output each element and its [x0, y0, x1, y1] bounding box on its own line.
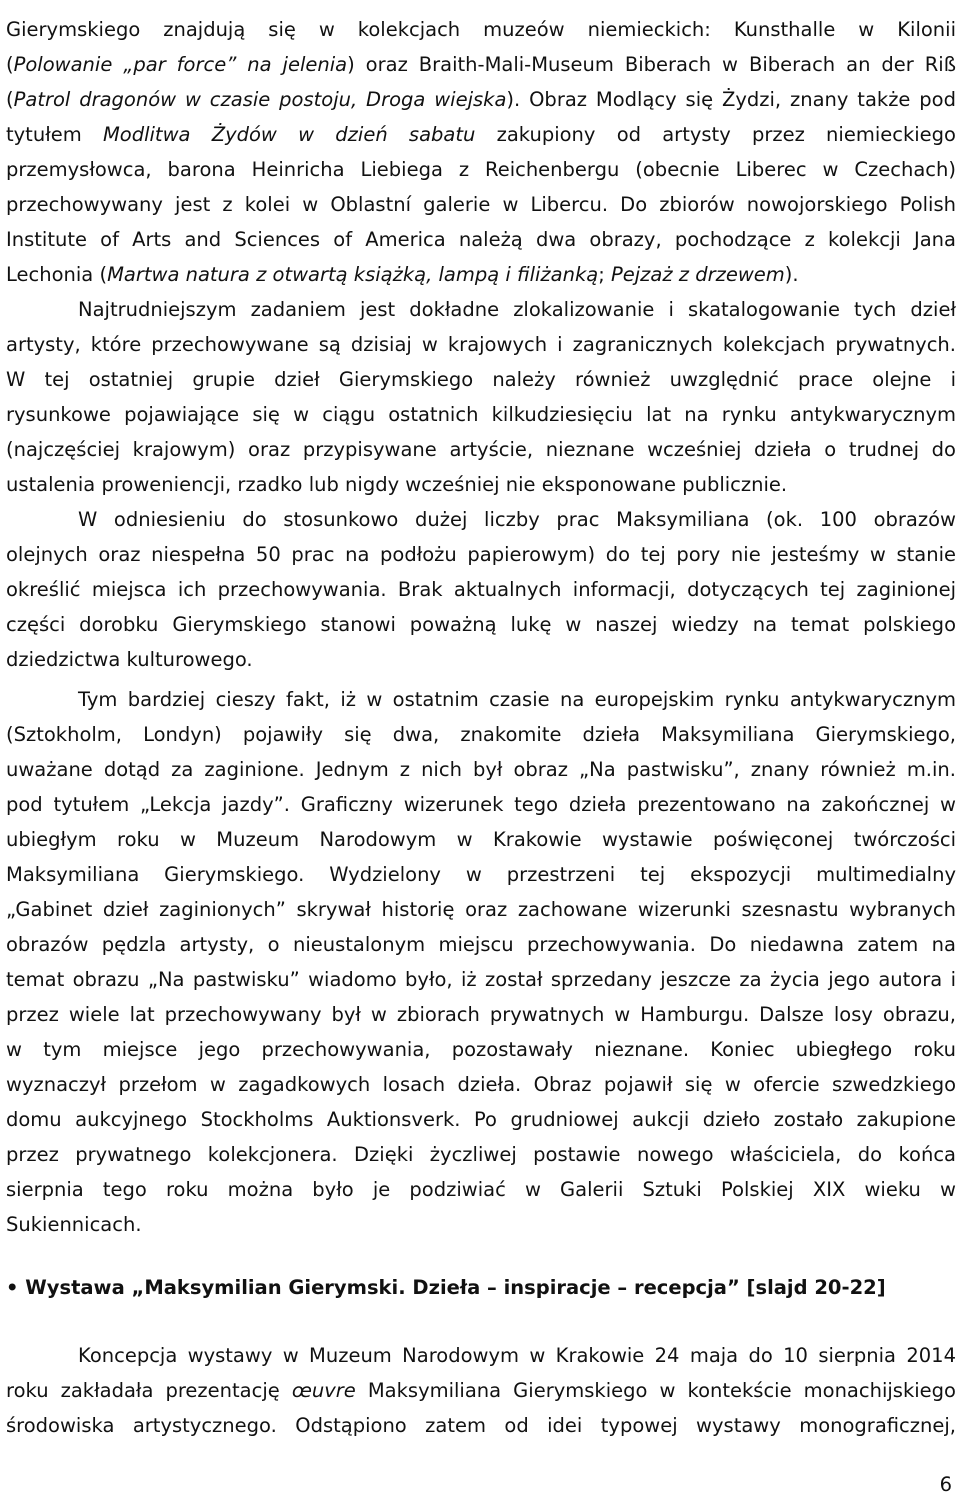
- text-line: [6, 117, 956, 152]
- text-line: [6, 1207, 956, 1242]
- text-span: ) oraz Braith-Mali-Museum Biberach w Biberach an der Riß: [347, 53, 956, 76]
- text-line: [6, 857, 956, 892]
- text-span: części dorobku Gierymskiego stanowi poważną lukę w naszej wiedzy na temat polskiego: [6, 613, 956, 636]
- text-line: [6, 1032, 956, 1067]
- text-span: sierpnia tego roku można było je podziwiać w Galerii Sztuki Polskiej XIX wieku w: [6, 1178, 956, 1201]
- text-line: [6, 432, 956, 467]
- text-span: Institute of Arts and Sciences of America należą dwa obrazy, pochodzące z kolekcji Jana: [6, 228, 956, 251]
- text-span: środowiska artystycznego. Odstąpiono zatem od idei typowej wystawy monograficznej,: [6, 1414, 956, 1437]
- italic-title-span: Martwa natura z otwartą książką, lampą i filiżanką: [107, 263, 599, 286]
- text-span: ;: [598, 263, 611, 286]
- text-line: [6, 787, 956, 822]
- text-span: W tej ostatniej grupie dzieł Gierymskiego należy również uwzględnić prace olejne i: [6, 368, 956, 391]
- text-line: [6, 752, 956, 787]
- text-line: [6, 537, 956, 572]
- text-span: przez prywatnego kolekcjonera. Dzięki życzliwej postawie nowego właściciela, do końca: [6, 1143, 956, 1166]
- text-span: roku zakładała prezentację: [6, 1379, 292, 1402]
- text-span: obrazów pędzla artysty, o nieustalonym miejscu przechowywania. Do niedawna zatem na: [6, 933, 956, 956]
- text-span: (najczęściej krajowym) oraz przypisywane artyście, nieznane wcześniej dzieła o trudnej do: [6, 438, 956, 461]
- text-span: zakupiony od artysty przez niemieckiego: [475, 123, 956, 146]
- text-line: [6, 12, 956, 47]
- italic-title-span: œuvre: [291, 1379, 356, 1402]
- text-line: [6, 82, 956, 117]
- text-line: [6, 1408, 956, 1443]
- text-line: [6, 1067, 956, 1102]
- text-span: W odniesieniu do stosunkowo dużej liczby prac Maksymiliana (ok. 100 obrazów: [78, 508, 956, 531]
- text-span: uważane dotąd za zaginione. Jednym z nich był obraz „Na pastwisku”, znany również m.in.: [6, 758, 956, 781]
- text-span: Gierymskiego znajdują się w kolekcjach muzeów niemieckich: Kunsthalle w Kilonii: [6, 18, 956, 41]
- text-line: [6, 1172, 956, 1207]
- text-span: Najtrudniejszym zadaniem jest dokładne zlokalizowanie i skatalogowanie tych dzieł: [78, 298, 956, 321]
- text-span: Koncepcja wystawy w Muzeum Narodowym w Krakowie 24 maja do 10 sierpnia 2014: [78, 1344, 956, 1367]
- italic-title-span: Polowanie „par force” na jelenia: [13, 53, 348, 76]
- text-line: [6, 1137, 956, 1172]
- text-span: pod tytułem „Lekcja jazdy”. Graficzny wizerunek tego dzieła prezentowano na zakończnej w: [6, 793, 956, 816]
- text-span: przechowywany jest z kolei w Oblastní galerie w Libercu. Do zbiorów nowojorskiego Polish: [6, 193, 956, 216]
- text-line: [6, 397, 956, 432]
- text-line: [6, 892, 956, 927]
- text-span: określić miejsca ich przechowywania. Brak aktualnych informacji, dotyczących tej zaginionej: [6, 578, 956, 601]
- text-span: • Wystawa „Maksymilian Gierymski. Dzieła – inspiracje – recepcja” [slajd 20-22]: [6, 1276, 886, 1299]
- text-span: ustalenia proweniencji, rzadko lub nigdy wcześniej nie eksponowane publicznie.: [6, 473, 788, 496]
- text-span: (: [6, 88, 14, 111]
- text-span: Maksymiliana Gierymskiego. Wydzielony w przestrzeni tej ekspozycji multimedialny: [6, 863, 956, 886]
- text-span: ).: [784, 263, 799, 286]
- text-span: wyznaczył przełom w zagadkowych losach dzieła. Obraz pojawił się w ofercie szwedzkiego: [6, 1073, 956, 1096]
- text-line: [6, 717, 956, 752]
- text-line: [78, 502, 956, 537]
- text-span: domu aukcyjnego Stockholms Auktionsverk. Po grudniowej aukcji dzieło zostało zakupione: [6, 1108, 956, 1131]
- text-line: [6, 222, 956, 257]
- text-span: olejnych oraz niespełna 50 prac na podłożu papierowym) do tej pory nie jesteśmy w stanie: [6, 543, 956, 566]
- text-span: w tym miejsce jego przechowywania, pozostawały nieznane. Koniec ubiegłego roku: [6, 1038, 956, 1061]
- text-span: (Sztokholm, Londyn) pojawiły się dwa, znakomite dzieła Maksymiliana Gierymskiego,: [6, 723, 956, 746]
- text-line: [6, 642, 956, 677]
- text-line: [6, 327, 956, 362]
- text-span: tytułem: [6, 123, 103, 146]
- text-span: Maksymiliana Gierymskiego w kontekście monachijskiego: [355, 1379, 956, 1402]
- text-line: [6, 1373, 956, 1408]
- text-line: [6, 927, 956, 962]
- text-line: [6, 47, 956, 82]
- text-line: [6, 152, 956, 187]
- text-span: rysunkowe pojawiające się w ciągu ostatnich kilkudziesięciu lat na rynku antykwarycznym: [6, 403, 956, 426]
- text-span: (: [6, 53, 14, 76]
- text-line: [78, 682, 956, 717]
- text-line: [6, 362, 956, 397]
- text-span: Sukiennicach.: [6, 1213, 142, 1236]
- text-span: artysty, które przechowywane są dzisiaj w krajowych i zagranicznych kolekcjach prywatnych.: [6, 333, 956, 356]
- text-line: [6, 467, 956, 502]
- text-line: [6, 997, 956, 1032]
- italic-title-span: Patrol dragonów w czasie postoju, Droga wiejska: [13, 88, 507, 111]
- italic-title-span: Pejzaż z drzewem: [611, 263, 785, 286]
- text-line: [6, 822, 956, 857]
- text-span: ubiegłym roku w Muzeum Narodowym w Krakowie wystawie poświęconej twórczości: [6, 828, 956, 851]
- text-line: [6, 1102, 956, 1137]
- text-span: przemysłowca, barona Heinricha Liebiega z Reichenbergu (obecnie Liberec w Czechach): [6, 158, 956, 181]
- text-span: Lechonia (: [6, 263, 108, 286]
- text-line: [6, 607, 956, 642]
- page-number: 6: [939, 1473, 952, 1496]
- text-line: [6, 962, 956, 997]
- text-line: [78, 292, 956, 327]
- text-line: [6, 187, 956, 222]
- text-span: przez wiele lat przechowywany był w zbiorach prywatnych w Hamburgu. Dalsze losy obrazu,: [6, 1003, 956, 1026]
- text-span: ). Obraz Modlący się Żydzi, znany także pod: [506, 88, 956, 111]
- text-span: „Gabinet dzieł zaginionych” skrywał historię oraz zachowane wizerunki szesnastu wybranych: [6, 898, 956, 921]
- text-line: [6, 257, 956, 292]
- text-line: [6, 572, 956, 607]
- text-span: Tym bardziej cieszy fakt, iż w ostatnim czasie na europejskim rynku antykwarycznym: [78, 688, 956, 711]
- text-line: [78, 1338, 956, 1373]
- section-heading: [6, 1270, 956, 1305]
- text-span: dziedzictwa kulturowego.: [6, 648, 253, 671]
- text-span: temat obrazu „Na pastwisku” wiadomo było, iż został sprzedany jeszcze za życia jego autora i: [6, 968, 956, 991]
- italic-title-span: Modlitwa Żydów w dzień sabatu: [102, 123, 476, 146]
